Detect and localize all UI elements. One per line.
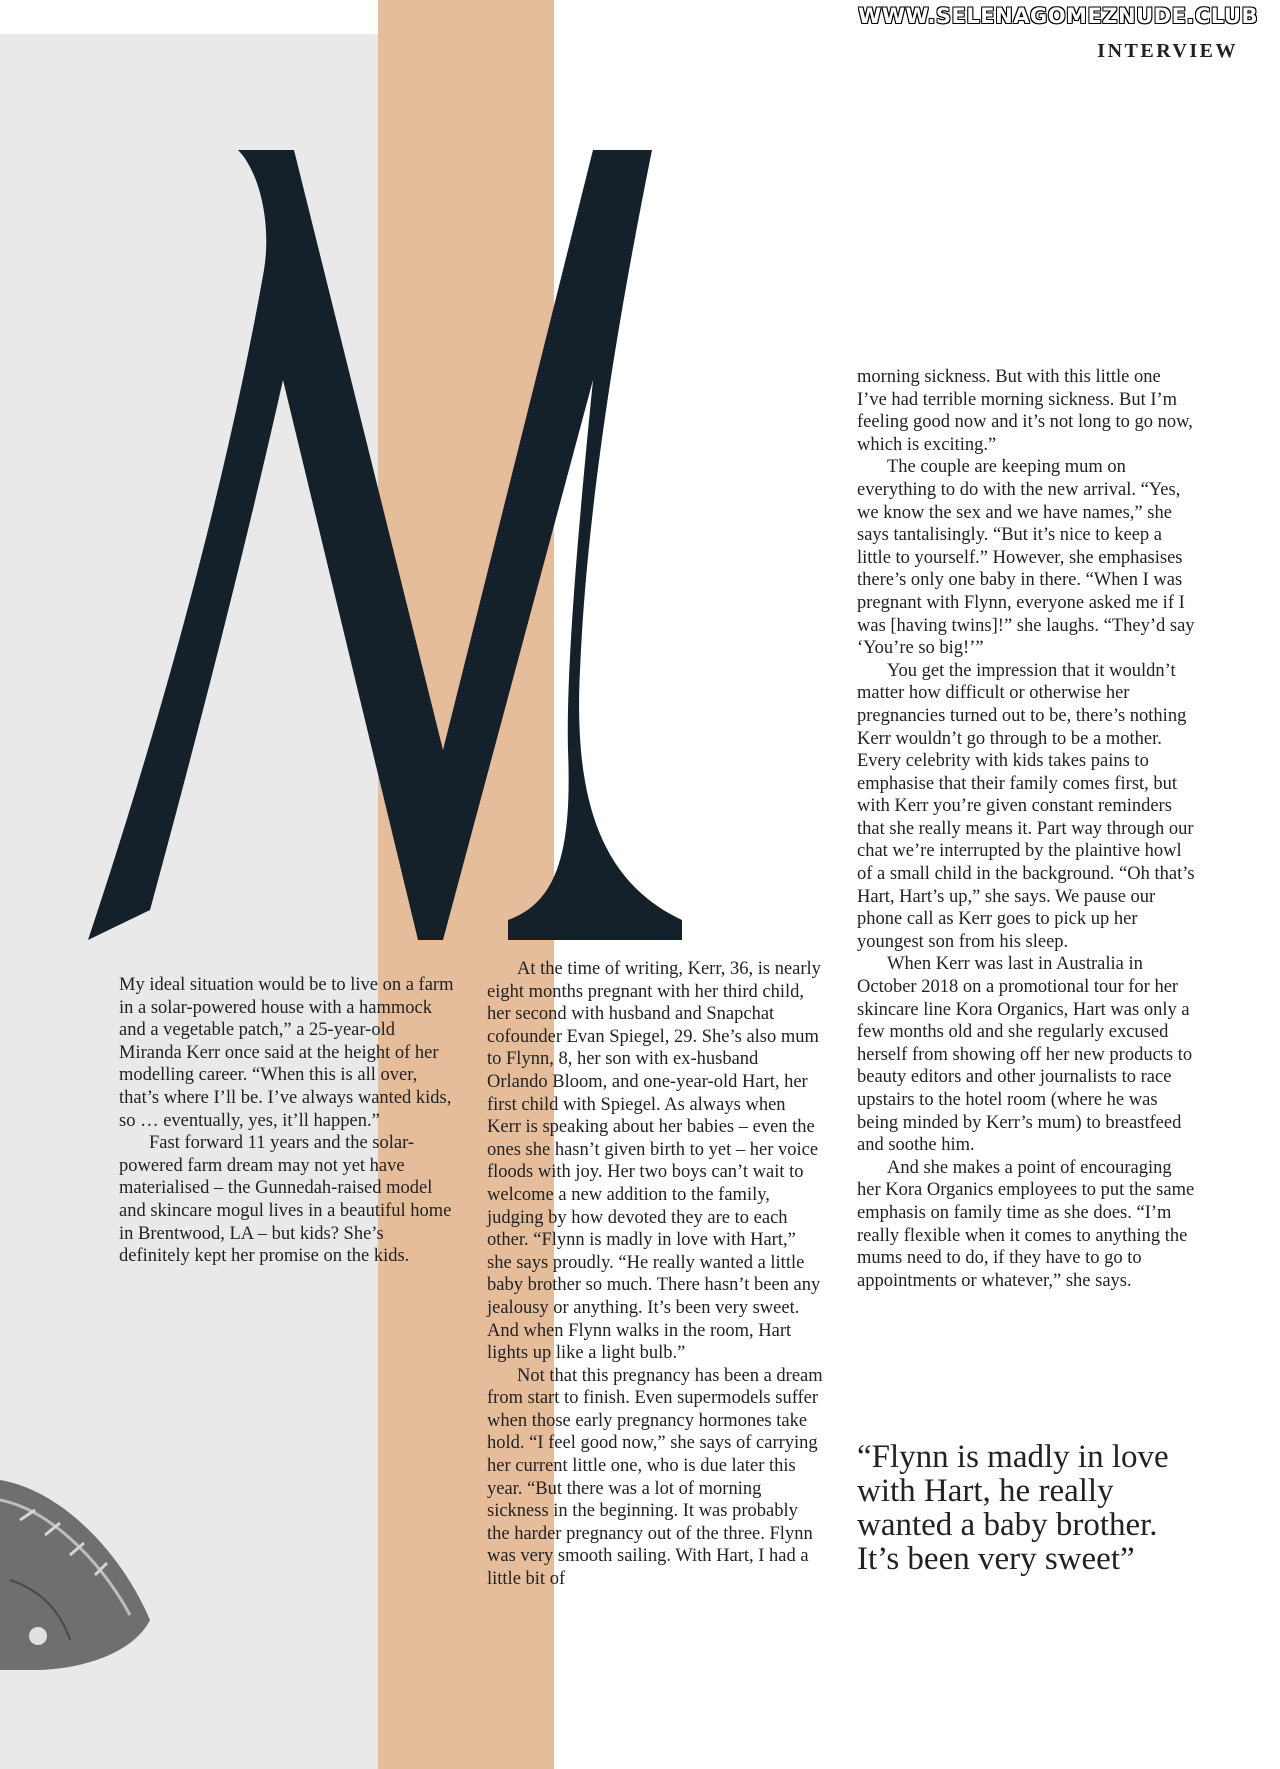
paragraph: The couple are keeping mum on everything to do with the new arrival. “Yes, we know the sex and we have names,” she says tantalisingly. “But it’s nice to keep a little to yourself.” However, she emphasises there’s only one baby in there. “When I was pregnant with Flynn, everyone asked me if I was [having twins]!” she laughs. “They’d say ‘You’re so big!’” (857, 457, 1195, 659)
paragraph: When Kerr was last in Australia in October 2018 on a promotional tour for her skincare line Kora Organics, Hart was only a few months old and she regularly excused herself from showing off her new products to beauty editors and other journalists to race upstairs to the hotel room (where he was being minded by Kerr’s mum) to breastfeed and soothe him. (857, 954, 1193, 1156)
paragraph: morning sickness. But with this little one I’ve had terrible morning sickness. But I’m feeling good now and it’s not long to go now, which is exciting.” (857, 367, 1193, 455)
dropcap-letter (88, 150, 682, 940)
article-column-2 (487, 958, 823, 1591)
paragraph: My ideal situation would be to live on a farm in a solar-powered house with a hammock and a vegetable patch,” a 25-year-old Miranda Kerr once said at the height of her modelling career. “When this is all over, that’s where I’ll be. I’ve always wanted kids, so … eventually, yes, it’ll happen.” (119, 975, 454, 1131)
leaf-photo-fragment (0, 1440, 160, 1670)
paragraph: Not that this pregnancy has been a dream from start to finish. Even supermodels suffer when those early pregnancy hormones take hold. “I feel good now,” she says of carrying her current little one, who is due later this year. “But there was a lot of morning sickness in the beginning. It was probably the harder pregnancy out of the three. Flynn was very smooth sailing. With Hart, I had a little bit of (487, 1365, 823, 1590)
paragraph: Fast forward 11 years and the solar-powered farm dream may not yet have materialised – the Gunnedah-raised model and skincare mogul lives in a beautiful home in Brentwood, LA – but kids? She’s definitely kept her promise on the kids. (119, 1133, 452, 1267)
paragraph: At the time of writing, Kerr, 36, is nearly eight months pregnant with her third child, her second with husband and Snapchat cofounder Evan Spiegel, 29. She’s also mum to Flynn, 8, her son with ex-husband Orlando Bloom, and one-year-old Hart, her first child with Spiegel. As always when Kerr is speaking about her babies – even the ones she hasn’t given birth to yet – her voice floods with joy. Her two boys can’t wait to welcome a new addition to the family, judging by how devoted they are to each other. “Flynn is madly in love with Hart,” she says proudly. “He really wanted a little baby brother so much. There hasn’t been any jealousy or anything. It’s been very sweet. And when Flynn walks in the room, Hart lights up like a light bulb.” (487, 959, 821, 1364)
article-column-3 (857, 366, 1195, 1292)
watermark: WWW.SELENAGOMEZNUDE.CLUB (858, 4, 1258, 28)
paragraph: You get the impression that it wouldn’t matter how difficult or otherwise her pregnancies turned out to be, there’s nothing Kerr wouldn’t go through to be a mother. Every celebrity with kids takes pains to emphasise that their family comes first, but with Kerr you’re given constant reminders that she really means it. Part way through our chat we’re interrupted by the plaintive howl of a small child in the background. “Oh that’s Hart, Hart’s up,” she says. We pause our phone call as Kerr goes to pick up her youngest son from his sleep. (857, 660, 1195, 952)
paragraph: And she makes a point of encouraging her Kora Organics employees to put the same emphasis on family time as she does. “I’m really flexible when it comes to anything the mums need to do, if they have to go to appointments or whatever,” she says. (857, 1157, 1195, 1291)
pull-quote: “Flynn is madly in love with Hart, he really wanted a baby brother. It’s been very sweet” (857, 1439, 1169, 1577)
article-column-1 (119, 974, 459, 1268)
section-label: INTERVIEW (1097, 40, 1238, 62)
